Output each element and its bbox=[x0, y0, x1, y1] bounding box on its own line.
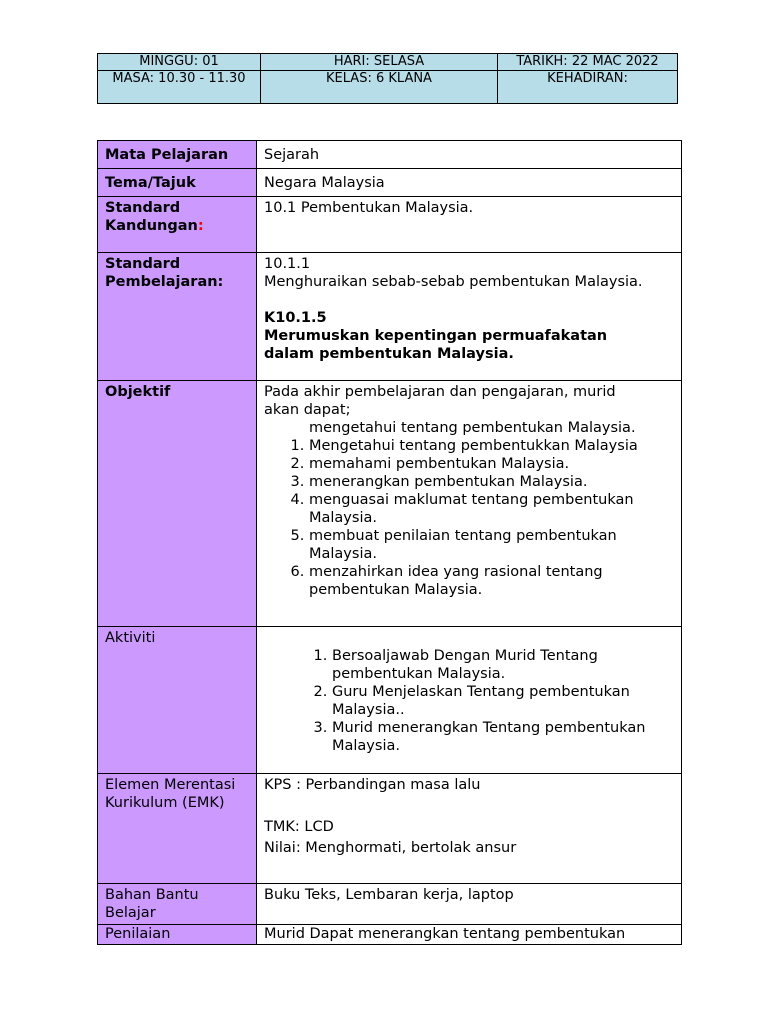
tarikh-cell: TARIKH: 22 MAC 2022 bbox=[498, 54, 678, 71]
aktiviti-cell bbox=[257, 627, 682, 774]
kelas-cell: KELAS: 6 KLANA bbox=[261, 71, 498, 104]
list-item: 3. menerangkan pembentukan Malaysia. bbox=[309, 473, 674, 491]
hari-cell: HARI: SELASA bbox=[261, 54, 498, 71]
bahan-value: Buku Teks, Lembaran kerja, laptop bbox=[257, 884, 682, 925]
row-bahan bbox=[98, 884, 682, 925]
objektif-label: Objektif bbox=[98, 381, 257, 627]
sp-code-1: 10.1.1 bbox=[264, 256, 311, 272]
objektif-list bbox=[264, 437, 674, 599]
masa-cell: MASA: 10.30 - 11.30 bbox=[98, 71, 261, 104]
lesson-plan-table bbox=[97, 140, 682, 945]
header-table bbox=[97, 53, 678, 104]
list-item: 5. membuat penilaian tentang pembentukan Malaysia. bbox=[309, 527, 674, 563]
kehadiran-cell: KEHADIRAN: bbox=[498, 71, 678, 104]
list-item: 1. Mengetahui tentang pembentukkan Malaysia bbox=[309, 437, 674, 455]
row-aktiviti bbox=[98, 627, 682, 774]
mata-pelajaran-label: Mata Pelajaran bbox=[98, 141, 257, 169]
emk-nilai: Nilai: Menghormati, bertolak ansur bbox=[264, 840, 517, 856]
list-item: 1. Bersoaljawab Dengan Murid Tentang pembentukan Malaysia. bbox=[332, 647, 664, 683]
list-item: 2. Guru Menjelaskan Tentang pembentukan Malaysia.. bbox=[332, 683, 664, 719]
aktiviti-list bbox=[264, 647, 674, 755]
tema-value: Negara Malaysia bbox=[257, 169, 682, 197]
row-penilaian bbox=[98, 925, 682, 945]
sp-text-2: Merumuskan kepentingan permuafakatan dalam pembentukan Malaysia. bbox=[264, 328, 608, 362]
mata-pelajaran-value: Sejarah bbox=[257, 141, 682, 169]
penilaian-value: Murid Dapat menerangkan tentang pembentukan bbox=[257, 925, 682, 945]
standard-kandungan-value: 10.1 Pembentukan Malaysia. bbox=[257, 197, 682, 253]
minggu-cell: MINGGU: 01 bbox=[98, 54, 261, 71]
penilaian-label: Penilaian bbox=[98, 925, 257, 945]
row-standard-pembelajaran bbox=[98, 253, 682, 381]
list-item: 2. memahami pembentukan Malaysia. bbox=[309, 455, 674, 473]
standard-kandungan-label-cell bbox=[98, 197, 257, 253]
row-mata-pelajaran bbox=[98, 141, 682, 169]
objektif-sub: mengetahui tentang pembentukan Malaysia. bbox=[309, 420, 636, 436]
objektif-cell bbox=[257, 381, 682, 627]
standard-pembelajaran-cell bbox=[257, 253, 682, 381]
standard-kandungan-label: Standard Kandungan bbox=[105, 200, 198, 234]
sp-code-2: K10.1.5 bbox=[264, 310, 327, 326]
row-tema bbox=[98, 169, 682, 197]
emk-cell bbox=[257, 774, 682, 884]
row-objektif bbox=[98, 381, 682, 627]
aktiviti-label: Aktiviti bbox=[98, 627, 257, 774]
sp-text-1: Menghuraikan sebab-sebab pembentukan Malaysia. bbox=[264, 274, 643, 290]
row-standard-kandungan bbox=[98, 197, 682, 253]
list-item: 6. menzahirkan idea yang rasional tentang pembentukan Malaysia. bbox=[309, 563, 674, 599]
list-item: 3. Murid menerangkan Tentang pembentukan Malaysia. bbox=[332, 719, 664, 755]
row-emk bbox=[98, 774, 682, 884]
list-item: 4. menguasai maklumat tentang pembentukan Malaysia. bbox=[309, 491, 674, 527]
standard-pembelajaran-label: Standard Pembelajaran: bbox=[98, 253, 257, 381]
emk-label: Elemen Merentasi Kurikulum (EMK) bbox=[98, 774, 257, 884]
emk-kps: KPS : Perbandingan masa lalu bbox=[264, 777, 481, 793]
objektif-intro: Pada akhir pembelajaran dan pengajaran, murid akan dapat; bbox=[264, 384, 616, 418]
bahan-label: Bahan Bantu Belajar bbox=[98, 884, 257, 925]
emk-tmk: TMK: LCD bbox=[264, 819, 334, 835]
standard-kandungan-colon: : bbox=[197, 218, 204, 234]
tema-label: Tema/Tajuk bbox=[98, 169, 257, 197]
